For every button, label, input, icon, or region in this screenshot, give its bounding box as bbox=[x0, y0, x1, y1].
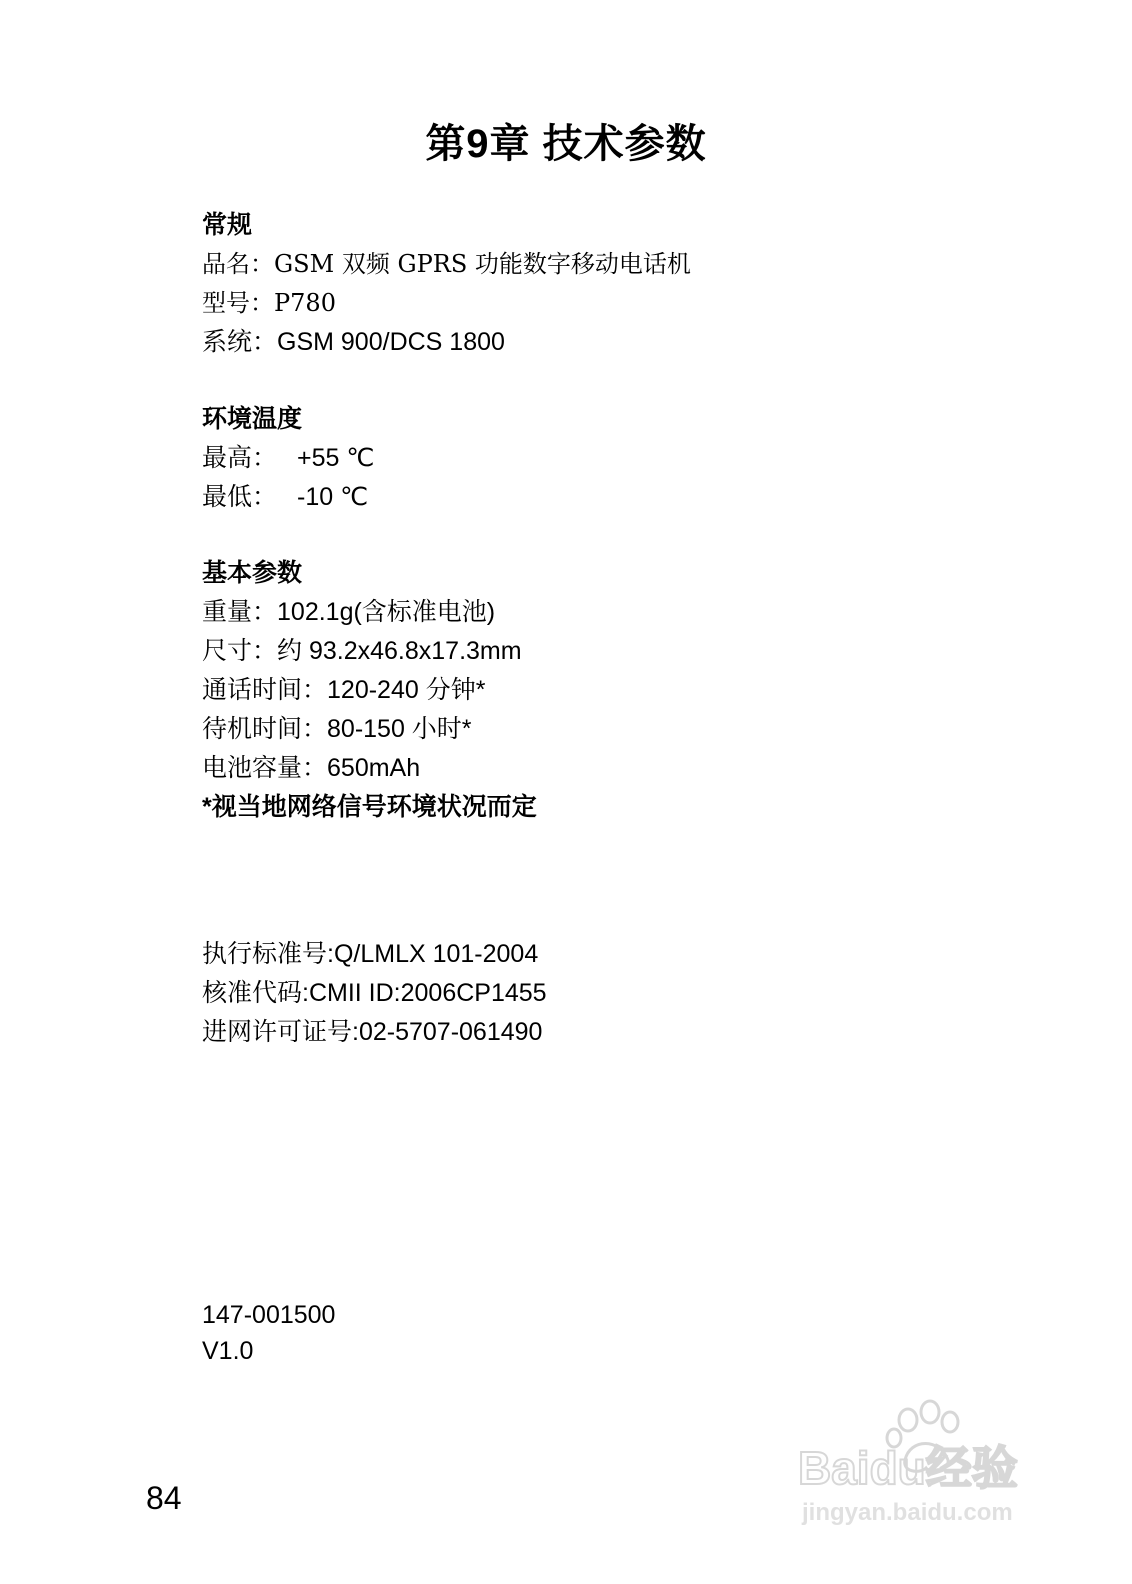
model-value: P780 bbox=[274, 289, 336, 317]
basic-heading: 基本参数 bbox=[202, 559, 303, 587]
general-heading: 常规 bbox=[202, 211, 253, 239]
watermark-brand: Baidu经验 bbox=[798, 1442, 1018, 1494]
product-name-label: 品名： bbox=[202, 250, 274, 278]
standby-time-label: 待机时间： bbox=[202, 715, 328, 743]
chapter-title: 第9章 技术参数 bbox=[425, 122, 707, 166]
paw-icon bbox=[790, 1398, 1060, 1528]
min-temp-row bbox=[202, 478, 374, 517]
baidu-watermark bbox=[790, 1398, 1060, 1528]
talk-time-value: 120-240 分钟* bbox=[327, 676, 486, 704]
standard-number: 执行标准号:Q/LMLX 101-2004 bbox=[202, 940, 539, 968]
size-label: 尺寸： bbox=[202, 637, 278, 665]
system-value: GSM 900/DCS 1800 bbox=[277, 328, 505, 356]
standby-time-value: 80-150 小时* bbox=[327, 715, 472, 743]
model-label: 型号： bbox=[202, 289, 274, 317]
min-temp-label: 最低： bbox=[202, 483, 278, 511]
size-value: 约 93.2x46.8x17.3mm bbox=[277, 637, 522, 665]
max-temp-label: 最高： bbox=[202, 444, 278, 472]
battery-label: 电池容量： bbox=[202, 754, 328, 782]
watermark-url: jingyan.baidu.com bbox=[802, 1499, 1013, 1526]
temperature-heading: 环境温度 bbox=[202, 405, 303, 433]
network-license: 进网许可证号:02-5707-061490 bbox=[202, 1018, 543, 1046]
min-temp-value: -10 ℃ bbox=[297, 483, 369, 511]
battery-row bbox=[202, 749, 537, 788]
product-name-value: GSM 双频 GPRS 功能数字移动电话机 bbox=[274, 250, 691, 278]
talk-time-label: 通话时间： bbox=[202, 676, 328, 704]
system-label: 系统： bbox=[202, 328, 278, 356]
battery-value: 650mAh bbox=[327, 754, 421, 782]
max-temp-row bbox=[202, 439, 374, 478]
weight-row bbox=[202, 593, 537, 632]
part-info-block bbox=[202, 1297, 335, 1369]
product-name-row bbox=[202, 245, 691, 284]
version-label: V1.0 bbox=[202, 1337, 254, 1365]
certification-block bbox=[202, 935, 547, 1052]
weight-label: 重量： bbox=[202, 598, 278, 626]
part-number: 147-001500 bbox=[202, 1301, 336, 1329]
model-row bbox=[202, 284, 691, 323]
approval-code: 核准代码:CMII ID:2006CP1455 bbox=[202, 979, 547, 1007]
talk-time-row bbox=[202, 671, 537, 710]
page-number: 84 bbox=[146, 1480, 182, 1516]
system-row bbox=[202, 323, 691, 362]
weight-value: 102.1g(含标准电池) bbox=[277, 598, 496, 626]
size-row bbox=[202, 632, 537, 671]
section-temperature bbox=[202, 400, 374, 517]
section-general bbox=[202, 206, 691, 362]
standby-time-row bbox=[202, 710, 537, 749]
network-note: *视当地网络信号环境状况而定 bbox=[202, 793, 537, 821]
section-basic bbox=[202, 554, 537, 827]
max-temp-value: +55 ℃ bbox=[297, 444, 375, 472]
